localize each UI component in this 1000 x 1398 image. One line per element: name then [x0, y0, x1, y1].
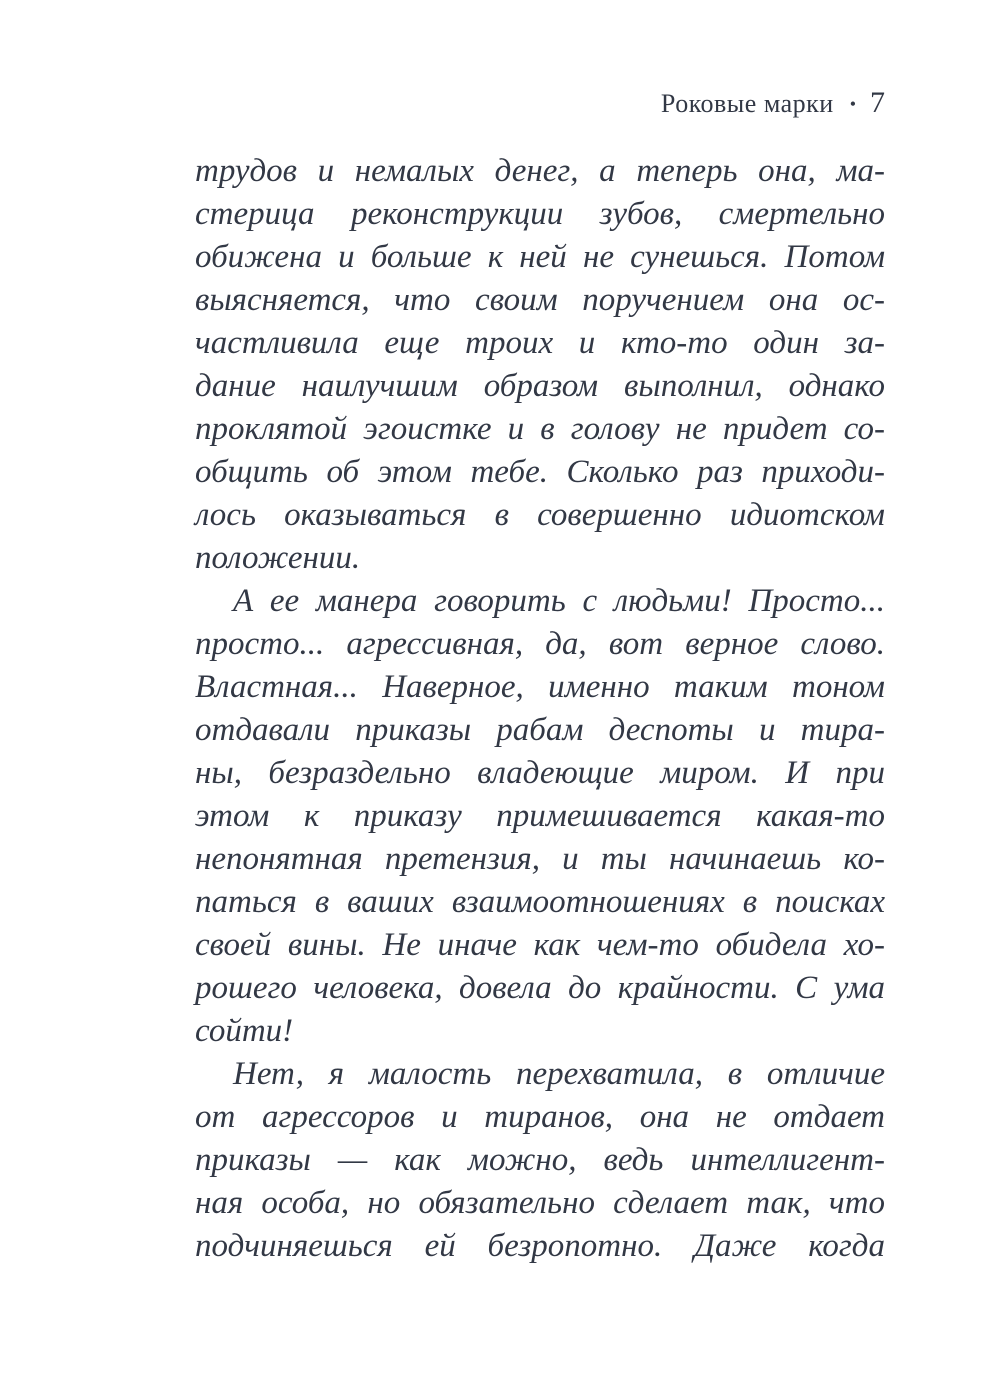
- text-line: приказы — как можно, ведь интеллигент-: [195, 1142, 885, 1178]
- text-line: сойти!: [195, 1013, 294, 1049]
- text-line: этом к приказу примешивается какая-то: [195, 798, 885, 834]
- text-line: А ее манера говорить с людьми! Просто...: [233, 583, 885, 619]
- text-line: стерица реконструкции зубов, смертельно: [195, 196, 885, 232]
- text-line: частливила еще троих и кто-то один за-: [195, 325, 885, 361]
- running-head-separator-bullet: •: [849, 94, 856, 114]
- text-line: положении.: [195, 540, 361, 576]
- text-line: непонятная претензия, и ты начинаешь ко-: [195, 841, 885, 877]
- text-line: лось оказываться в совершенно идиотском: [195, 497, 885, 533]
- text-line: Нет, я малость перехватила, в отличие: [233, 1056, 885, 1092]
- text-line: паться в ваших взаимоотношениях в поисках: [195, 884, 885, 920]
- text-line: ны, безраздельно владеющие миром. И при: [195, 755, 885, 791]
- text-line: просто... агрессивная, да, вот верное слово.: [195, 626, 885, 662]
- running-head: [195, 86, 885, 120]
- text-line: отдавали приказы рабам деспоты и тира-: [195, 712, 885, 748]
- text-line: ная особа, но обязательно сделает так, что: [195, 1185, 885, 1221]
- text-line: Властная... Наверное, именно таким тоном: [195, 669, 885, 705]
- text-line: обижена и больше к ней не сунешься. Потом: [195, 239, 885, 275]
- body-text-block: [195, 150, 885, 1268]
- text-line: дание наилучшим образом выполнил, однако: [195, 368, 885, 404]
- page-number: 7: [870, 86, 885, 119]
- text-line: рошего человека, довела до крайности. С ума: [195, 970, 885, 1006]
- running-head-title: Роковые марки: [660, 89, 834, 118]
- text-line: своей вины. Не иначе как чем-то обидела хо-: [195, 927, 885, 963]
- text-line: трудов и немалых денег, а теперь она, ма-: [195, 153, 885, 189]
- text-line: от агрессоров и тиранов, она не отдает: [195, 1099, 885, 1135]
- text-line: выясняется, что своим поручением она ос-: [195, 282, 885, 318]
- text-line: проклятой эгоистке и в голову не придет со-: [195, 411, 885, 447]
- text-line: подчиняешься ей безропотно. Даже когда: [195, 1228, 885, 1264]
- text-line: общить об этом тебе. Сколько раз приходи-: [195, 454, 885, 490]
